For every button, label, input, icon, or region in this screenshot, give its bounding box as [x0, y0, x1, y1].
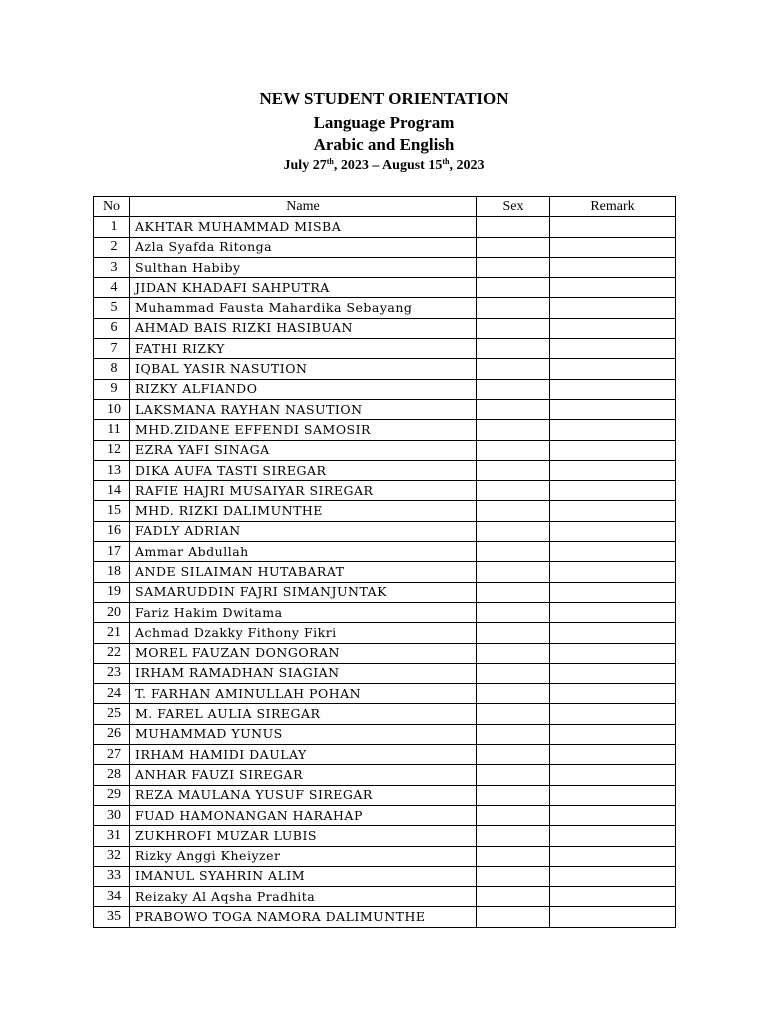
remark-cell [550, 278, 676, 298]
student-name: MHD. RIZKI DALIMUNTHE [130, 501, 477, 521]
row-number: 32 [94, 846, 130, 866]
sex-cell [477, 542, 550, 562]
student-name: AHMAD BAIS RIZKI HASIBUAN [130, 318, 477, 338]
sex-cell [477, 501, 550, 521]
sex-cell [477, 602, 550, 622]
sex-cell [477, 704, 550, 724]
remark-cell [550, 582, 676, 602]
remark-cell [550, 765, 676, 785]
remark-cell [550, 602, 676, 622]
student-name: IQBAL YASIR NASUTION [130, 359, 477, 379]
sex-cell [477, 582, 550, 602]
row-number: 4 [94, 278, 130, 298]
row-number: 30 [94, 805, 130, 825]
sex-cell [477, 663, 550, 683]
row-number: 16 [94, 521, 130, 541]
sex-cell [477, 460, 550, 480]
table-row [94, 440, 676, 460]
remark-cell [550, 724, 676, 744]
row-number: 21 [94, 623, 130, 643]
table-row [94, 481, 676, 501]
student-name: M. FAREL AULIA SIREGAR [130, 704, 477, 724]
remark-cell [550, 643, 676, 663]
row-number: 19 [94, 582, 130, 602]
remark-cell [550, 785, 676, 805]
student-name: IRHAM RAMADHAN SIAGIAN [130, 663, 477, 683]
row-number: 31 [94, 826, 130, 846]
student-name: Rizky Anggi Kheiyzer [130, 846, 477, 866]
sex-cell [477, 623, 550, 643]
table-row [94, 460, 676, 480]
sex-cell [477, 846, 550, 866]
table-row [94, 785, 676, 805]
sex-cell [477, 907, 550, 927]
table-row [94, 257, 676, 277]
table-row [94, 379, 676, 399]
row-number: 23 [94, 663, 130, 683]
remark-cell [550, 542, 676, 562]
remark-cell [550, 521, 676, 541]
student-name: FATHI RIZKY [130, 339, 477, 359]
row-number: 24 [94, 684, 130, 704]
student-name: MUHAMMAD YUNUS [130, 724, 477, 744]
header-sex: Sex [477, 197, 550, 217]
remark-cell [550, 866, 676, 886]
sex-cell [477, 298, 550, 318]
table-row [94, 745, 676, 765]
row-number: 27 [94, 745, 130, 765]
languages-subtitle: Arabic and English [313, 135, 455, 154]
sex-cell [477, 237, 550, 257]
row-number: 2 [94, 237, 130, 257]
table-row [94, 866, 676, 886]
row-number: 28 [94, 765, 130, 785]
sex-cell [477, 440, 550, 460]
table-row [94, 542, 676, 562]
sex-cell [477, 866, 550, 886]
remark-cell [550, 663, 676, 683]
table-row [94, 643, 676, 663]
student-name: REZA MAULANA YUSUF SIREGAR [130, 785, 477, 805]
student-name: Ammar Abdullah [130, 542, 477, 562]
table-row [94, 684, 676, 704]
student-name: AKHTAR MUHAMMAD MISBA [130, 217, 477, 237]
sex-cell [477, 379, 550, 399]
student-name: SAMARUDDIN FAJRI SIMANJUNTAK [130, 582, 477, 602]
remark-cell [550, 887, 676, 907]
student-name: Reizaky Al Aqsha Pradhita [130, 887, 477, 907]
row-number: 9 [94, 379, 130, 399]
row-number: 11 [94, 420, 130, 440]
remark-cell [550, 257, 676, 277]
sex-cell [477, 359, 550, 379]
table-row [94, 765, 676, 785]
student-name: Muhammad Fausta Mahardika Sebayang [130, 298, 477, 318]
table-row [94, 582, 676, 602]
sex-cell [477, 887, 550, 907]
date-end-year: , 2023 [449, 158, 485, 173]
student-name: Fariz Hakim Dwitama [130, 602, 477, 622]
table-row [94, 724, 676, 744]
row-number: 29 [94, 785, 130, 805]
table-row [94, 907, 676, 927]
remark-cell [550, 217, 676, 237]
student-name: PRABOWO TOGA NAMORA DALIMUNTHE [130, 907, 477, 927]
remark-cell [550, 907, 676, 927]
remark-cell [550, 339, 676, 359]
row-number: 26 [94, 724, 130, 744]
row-number: 5 [94, 298, 130, 318]
remark-cell [550, 298, 676, 318]
table-row [94, 298, 676, 318]
table-row [94, 318, 676, 338]
table-row [94, 278, 676, 298]
row-number: 1 [94, 217, 130, 237]
student-name: ZUKHROFI MUZAR LUBIS [130, 826, 477, 846]
row-number: 13 [94, 460, 130, 480]
student-name: MOREL FAUZAN DONGORAN [130, 643, 477, 663]
table-row [94, 521, 676, 541]
student-name: Azla Syafda Ritonga [130, 237, 477, 257]
sex-cell [477, 724, 550, 744]
table-row [94, 217, 676, 237]
student-roster-table [93, 196, 676, 928]
student-name: DIKA AUFA TASTI SIREGAR [130, 460, 477, 480]
row-number: 10 [94, 399, 130, 419]
student-name: IMANUL SYAHRIN ALIM [130, 866, 477, 886]
sex-cell [477, 257, 550, 277]
student-name: IRHAM HAMIDI DAULAY [130, 745, 477, 765]
sex-cell [477, 399, 550, 419]
student-name: RIZKY ALFIANDO [130, 379, 477, 399]
row-number: 12 [94, 440, 130, 460]
remark-cell [550, 846, 676, 866]
student-name: FUAD HAMONANGAN HARAHAP [130, 805, 477, 825]
sex-cell [477, 805, 550, 825]
table-header-row [94, 197, 676, 217]
sex-cell [477, 278, 550, 298]
header-name: Name [130, 197, 477, 217]
table-row [94, 805, 676, 825]
row-number: 8 [94, 359, 130, 379]
sex-cell [477, 643, 550, 663]
remark-cell [550, 379, 676, 399]
table-row [94, 501, 676, 521]
remark-cell [550, 318, 676, 338]
student-name: Sulthan Habiby [130, 257, 477, 277]
remark-cell [550, 399, 676, 419]
row-number: 3 [94, 257, 130, 277]
remark-cell [550, 623, 676, 643]
table-row [94, 704, 676, 724]
sex-cell [477, 217, 550, 237]
table-row [94, 826, 676, 846]
remark-cell [550, 704, 676, 724]
row-number: 17 [94, 542, 130, 562]
remark-cell [550, 440, 676, 460]
row-number: 6 [94, 318, 130, 338]
table-row [94, 623, 676, 643]
header-remark: Remark [550, 197, 676, 217]
table-row [94, 846, 676, 866]
remark-cell [550, 562, 676, 582]
sex-cell [477, 745, 550, 765]
row-number: 18 [94, 562, 130, 582]
page-title: NEW STUDENT ORIENTATION [259, 89, 509, 108]
table-row [94, 399, 676, 419]
row-number: 34 [94, 887, 130, 907]
row-number: 35 [94, 907, 130, 927]
row-number: 22 [94, 643, 130, 663]
student-name: ANHAR FAUZI SIREGAR [130, 765, 477, 785]
student-name: RAFIE HAJRI MUSAIYAR SIREGAR [130, 481, 477, 501]
sex-cell [477, 420, 550, 440]
sex-cell [477, 318, 550, 338]
sex-cell [477, 521, 550, 541]
row-number: 33 [94, 866, 130, 886]
row-number: 20 [94, 602, 130, 622]
date-start-day: July 27 [283, 158, 327, 173]
table-row [94, 339, 676, 359]
remark-cell [550, 684, 676, 704]
student-name: EZRA YAFI SINAGA [130, 440, 477, 460]
program-subtitle: Language Program [313, 113, 455, 132]
student-name: ANDE SILAIMAN HUTABARAT [130, 562, 477, 582]
date-range [0, 158, 768, 174]
row-number: 15 [94, 501, 130, 521]
remark-cell [550, 420, 676, 440]
remark-cell [550, 481, 676, 501]
student-name: FADLY ADRIAN [130, 521, 477, 541]
sex-cell [477, 684, 550, 704]
table-row [94, 663, 676, 683]
table-row [94, 602, 676, 622]
remark-cell [550, 745, 676, 765]
date-end-suffix: th [442, 157, 450, 166]
remark-cell [550, 359, 676, 379]
sex-cell [477, 785, 550, 805]
table-body [94, 217, 676, 927]
row-number: 7 [94, 339, 130, 359]
row-number: 25 [94, 704, 130, 724]
student-name: LAKSMANA RAYHAN NASUTION [130, 399, 477, 419]
sex-cell [477, 765, 550, 785]
remark-cell [550, 826, 676, 846]
sex-cell [477, 481, 550, 501]
remark-cell [550, 501, 676, 521]
student-name: Achmad Dzakky Fithony Fikri [130, 623, 477, 643]
table-row [94, 562, 676, 582]
date-start-suffix: th [326, 157, 334, 166]
student-name: JIDAN KHADAFI SAHPUTRA [130, 278, 477, 298]
table-row [94, 237, 676, 257]
remark-cell [550, 805, 676, 825]
date-start-year: , 2023 – August 15 [333, 158, 443, 173]
header-no: No [94, 197, 130, 217]
sex-cell [477, 562, 550, 582]
student-name: MHD.ZIDANE EFFENDI SAMOSIR [130, 420, 477, 440]
remark-cell [550, 460, 676, 480]
sex-cell [477, 826, 550, 846]
remark-cell [550, 237, 676, 257]
table-row [94, 887, 676, 907]
table-row [94, 420, 676, 440]
row-number: 14 [94, 481, 130, 501]
student-name: T. FARHAN AMINULLAH POHAN [130, 684, 477, 704]
table-row [94, 359, 676, 379]
sex-cell [477, 339, 550, 359]
